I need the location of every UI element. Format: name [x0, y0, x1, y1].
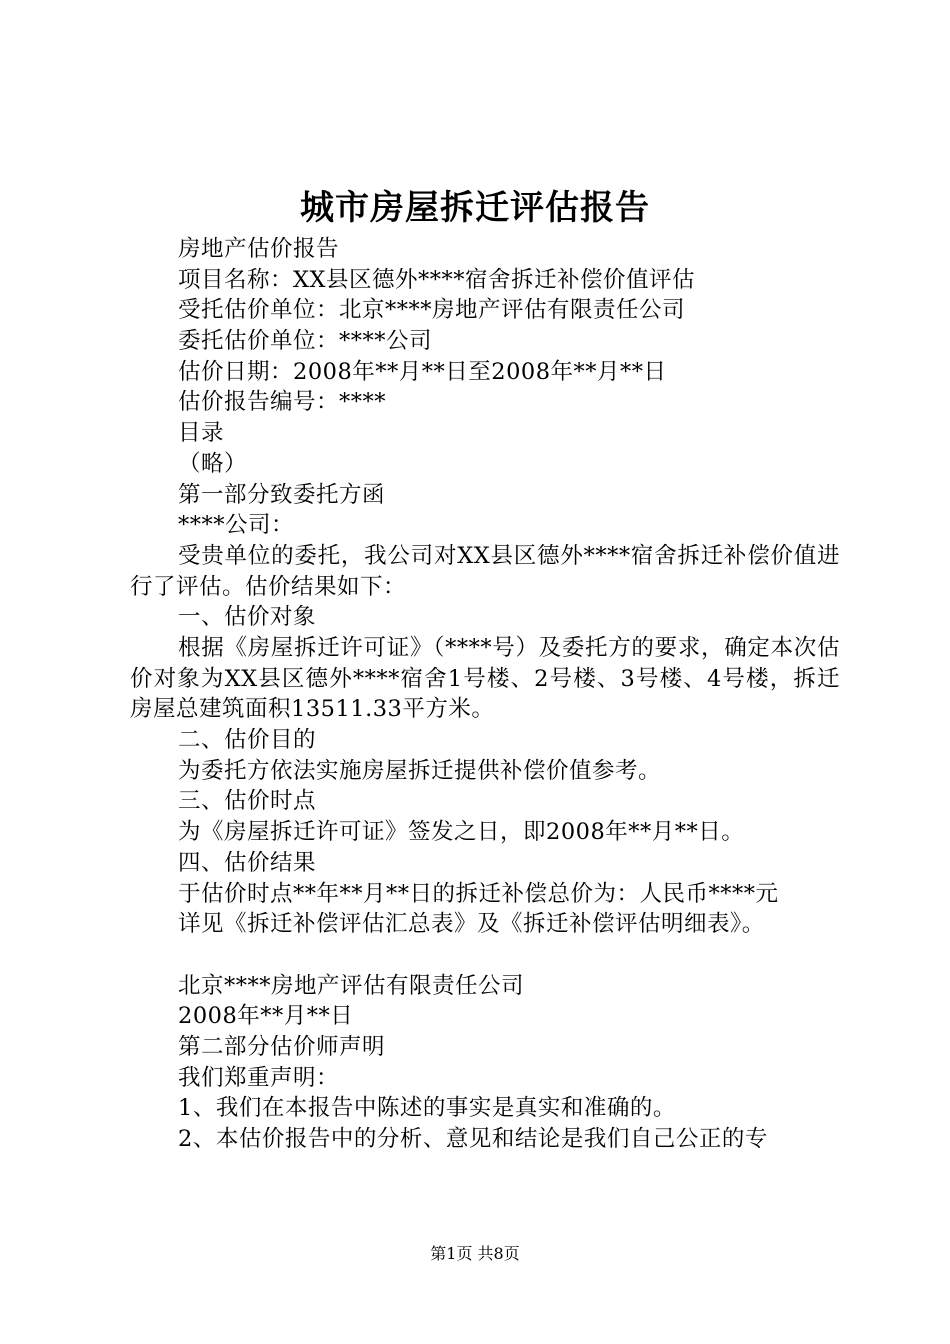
result-paragraph: 于估价时点**年**月**日的拆迁补偿总价为：人民币****元: [178, 880, 779, 907]
document-title: 城市房屋拆迁评估报告: [300, 188, 650, 228]
purpose-text: 为委托方依法实施房屋拆迁提供补偿价值参考。: [178, 757, 662, 784]
section-purpose-heading: 二、估价目的: [178, 727, 317, 754]
appraiser-unit-line: 受托估价单位：北京****房地产评估有限责任公司: [178, 297, 686, 324]
toc-heading: 目录: [178, 420, 225, 447]
client-unit-line: 委托估价单位：****公司: [178, 328, 433, 355]
section-result-heading: 四、估价结果: [178, 849, 317, 876]
report-number-line: 估价报告编号：****: [178, 389, 387, 416]
letter-salutation: ****公司：: [178, 512, 295, 539]
appraisal-date-line: 估价日期：2008年**月**日至2008年**月**日: [178, 358, 667, 385]
part-one-heading: 第一部分致委托方函: [178, 481, 386, 508]
section-date-heading: 三、估价时点: [178, 788, 317, 815]
letter-intro-paragraph: 受贵单位的委托，我公司对XX县区德外****宿舍拆迁补偿价值进行了评估。估价结果如下：: [130, 542, 840, 600]
document-body: [130, 234, 840, 1155]
project-name-line: 项目名称：XX县区德外****宿舍拆迁补偿价值评估: [178, 266, 696, 293]
declaration-item-1: 1、我们在本报告中陈述的事实是真实和准确的。: [178, 1095, 676, 1122]
report-type-line: 房地产估价报告: [178, 236, 340, 262]
object-paragraph: 根据《房屋拆迁许可证》（****号）及委托方的要求，确定本次估价对象为XX县区德外****宿舍1号楼、2号楼、3号楼、4号楼，拆迁房屋总建筑面积13511.33平方米。: [130, 634, 840, 723]
toc-omitted: （略）: [178, 450, 248, 477]
signature-company: 北京****房地产评估有限责任公司: [178, 972, 525, 999]
signature-date: 2008年**月**日: [178, 1003, 354, 1030]
details-reference: 详见《拆迁补偿评估汇总表》及《拆迁补偿评估明细表》。: [178, 911, 765, 938]
section-object-heading: 一、估价对象: [178, 604, 317, 631]
blank-line: [130, 940, 840, 971]
declaration-intro: 我们郑重声明：: [178, 1064, 340, 1091]
declaration-item-2: 2、本估价报告中的分析、意见和结论是我们自己公正的专: [178, 1126, 768, 1153]
part-two-heading: 第二部分估价师声明: [178, 1033, 386, 1060]
page-footer: 第1页 共8页: [430, 1244, 520, 1263]
date-text: 为《房屋拆迁许可证》签发之日，即2008年**月**日。: [178, 819, 745, 846]
